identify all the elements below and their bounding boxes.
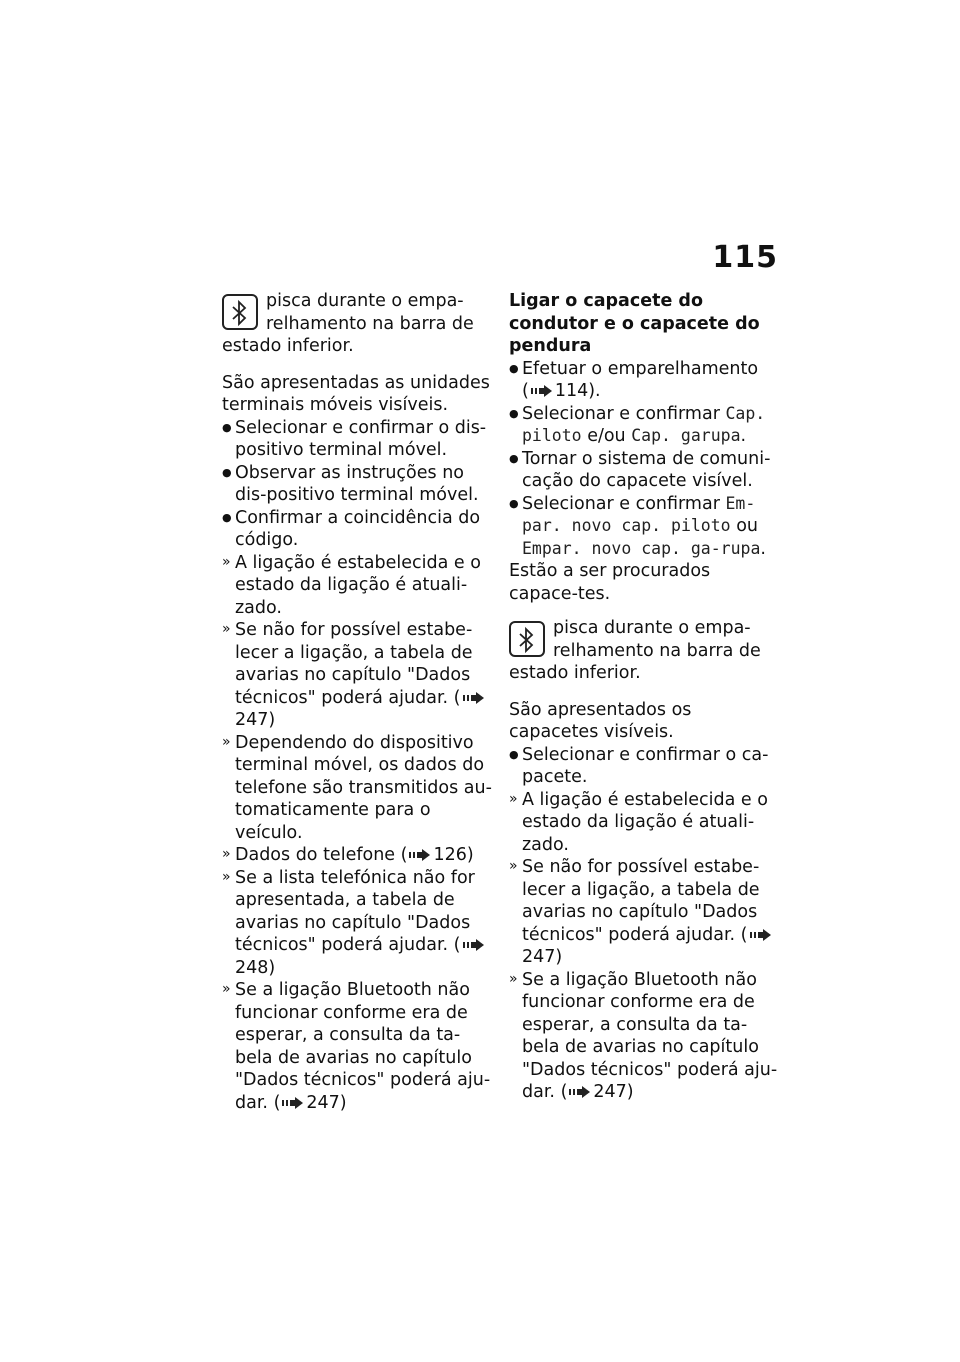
- left-list: [222, 417, 492, 1115]
- list-item: [509, 358, 779, 403]
- icon-note-line3: estado inferior.: [222, 336, 354, 356]
- page-reference-arrow-icon: [531, 385, 553, 397]
- icon-note-line1: pisca durante o empa-: [553, 618, 751, 638]
- page-reference-arrow-icon: [750, 929, 772, 941]
- list-item: [222, 507, 492, 552]
- icon-note-line3: estado inferior.: [509, 663, 641, 683]
- list-item-text: A ligação é estabelecida e o estado da ligação é atuali-zado.: [522, 789, 768, 855]
- page-reference: 247): [593, 1082, 634, 1102]
- list-item-text: Selecionar e confirmar o dis-positivo terminal móvel.: [235, 417, 487, 460]
- page-reference: 248): [235, 957, 276, 978]
- menu-option-code: Cap. garupa: [631, 426, 741, 445]
- searching-text: Estão a ser procurados capace-tes.: [509, 561, 711, 604]
- page-reference: 247): [306, 1092, 347, 1113]
- result-item: [509, 969, 779, 1104]
- list-item-text: Se a ligação Bluetooth não funcionar conforme era de esperar, a consulta da ta-bela de avarias no capítulo "Dados técnicos" poderá aju-dar.: [235, 980, 491, 1113]
- page-reference-arrow-icon: [463, 939, 485, 951]
- right-list: [509, 744, 779, 1104]
- bluetooth-status-note: [222, 290, 492, 358]
- list-item-text: Selecionar e confirmar o ca-pacete.: [522, 744, 769, 787]
- page-reference: 247): [235, 710, 276, 730]
- ref-open: (: [522, 381, 529, 401]
- ref-open: (: [453, 935, 461, 955]
- result-item: [222, 732, 492, 845]
- list-item: [509, 493, 779, 561]
- list-item-text: Confirmar a coincidência do código.: [235, 507, 481, 550]
- ref-open: (: [273, 1092, 281, 1113]
- intro-paragraph: São apresentadas as unidades terminais móveis visíveis.: [222, 372, 490, 415]
- result-item: [222, 619, 492, 732]
- page-reference: 247): [522, 947, 563, 967]
- page-reference-arrow-icon: [282, 1097, 304, 1109]
- list-item: [222, 417, 492, 462]
- list-item-text: A ligação é estabelecida e o estado da ligação é atuali-zado.: [235, 552, 481, 618]
- list-item-text: Selecionar e confirmar: [522, 493, 720, 514]
- list-item: [222, 462, 492, 507]
- page-reference-arrow-icon: [409, 849, 431, 861]
- conjunction: ou: [736, 516, 759, 536]
- icon-note-line2: relhamento na barra de: [266, 313, 474, 334]
- list-item-text: Dependendo do dispositivo terminal móvel, os dados do telefone são transmitidos au-tomaticamente para o veículo.: [235, 732, 492, 843]
- result-item: [509, 789, 779, 857]
- punctuation: .: [740, 426, 747, 446]
- conjunction: e/ou: [587, 426, 626, 446]
- page-reference: 114).: [554, 381, 601, 401]
- intro-paragraph: São apresentados os capacetes visíveis.: [509, 699, 692, 742]
- menu-option-code: Em-par. novo cap. piloto: [522, 493, 756, 535]
- menu-option-code: Cap. piloto: [522, 403, 766, 445]
- list-item-text: Se a lista telefónica não for apresentada, a tabela de avarias no capítulo "Dados técnicos" poderá ajudar.: [235, 867, 475, 955]
- left-column: [222, 290, 492, 1114]
- ref-open: (: [453, 687, 461, 708]
- list-item-text: Selecionar e confirmar: [522, 403, 720, 424]
- result-item: [509, 856, 779, 969]
- result-item: [222, 867, 492, 980]
- list-item-text: Se não for possível estabe-lecer a ligação, a tabela de avarias no capítulo "Dados técnicos" poderá ajudar.: [235, 620, 473, 708]
- bluetooth-status-note: [509, 617, 779, 685]
- result-item: [222, 979, 492, 1114]
- right-column: [509, 290, 779, 1104]
- list-item: [509, 744, 779, 789]
- bluetooth-icon: [222, 294, 258, 330]
- list-item-text: Dados do telefone (: [235, 845, 408, 865]
- page-number: 115: [712, 240, 778, 275]
- icon-note-line2: relhamento na barra de: [553, 640, 761, 661]
- page-reference-arrow-icon: [569, 1086, 591, 1098]
- punctuation: .: [760, 538, 766, 559]
- list-item-text: Se a ligação Bluetooth não funcionar conforme era de esperar, a consulta da ta-bela de avarias no capítulo "Dados técnicos" poderá aju-dar.: [522, 969, 778, 1102]
- bluetooth-icon: [509, 621, 545, 657]
- result-item: [222, 552, 492, 620]
- section-heading: Ligar o capacete do condutor e o capacete do pendura: [509, 291, 760, 356]
- list-item-text: Observar as instruções no dis-positivo terminal móvel.: [235, 462, 479, 505]
- result-item: [222, 844, 492, 867]
- list-item-text: Se não for possível estabe-lecer a ligação, a tabela de avarias no capítulo "Dados técnicos" poderá ajudar.: [522, 857, 760, 945]
- page-reference-arrow-icon: [463, 692, 485, 704]
- list-item: ● Tornar o sistema de comuni-cação do capacete visível.: [509, 448, 779, 493]
- ref-open: (: [560, 1082, 568, 1102]
- list-item-text: Efetuar o emparelhamento: [522, 358, 759, 379]
- page-reference: 126): [433, 845, 474, 865]
- menu-option-code: Empar. novo cap. ga-rupa: [522, 538, 761, 558]
- ref-open: (: [740, 924, 748, 945]
- icon-note-line1: pisca durante o empa-: [266, 291, 464, 311]
- list-item: [509, 403, 779, 448]
